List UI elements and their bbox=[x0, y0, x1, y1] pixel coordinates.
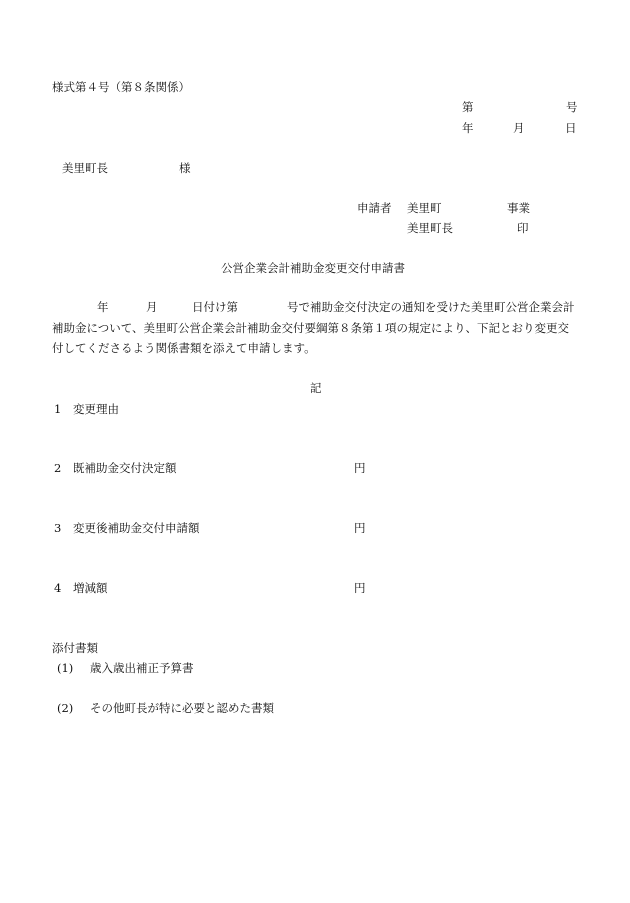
body-year: 年 bbox=[97, 300, 109, 314]
applicant-business: 事業 bbox=[507, 201, 530, 215]
document-title: 公営企業会計補助金変更交付申請書 bbox=[221, 261, 405, 275]
item-unit: 円 bbox=[354, 521, 366, 535]
doc-number-suffix: 号 bbox=[566, 100, 578, 114]
attachment-number: (1) bbox=[57, 661, 74, 675]
form-label: 様式第４号（第８条関係） bbox=[52, 80, 190, 94]
item-label: 既補助金交付決定額 bbox=[73, 461, 177, 475]
item-label: 変更後補助金交付申請額 bbox=[73, 521, 200, 535]
date-day: 日 bbox=[565, 121, 577, 135]
item-label: 増減額 bbox=[73, 581, 108, 595]
attachment-number: (2) bbox=[57, 701, 74, 715]
date-year: 年 bbox=[462, 121, 474, 135]
applicant-mayor: 美里町長 bbox=[407, 221, 453, 235]
applicant-seal: 印 bbox=[517, 221, 529, 235]
date-month: 月 bbox=[513, 121, 525, 135]
recipient-title: 美里町長 bbox=[62, 161, 108, 175]
applicant-town: 美里町 bbox=[407, 201, 442, 215]
ki-heading: 記 bbox=[310, 381, 322, 395]
item-number: 3 bbox=[54, 521, 62, 535]
item-number: 1 bbox=[54, 402, 62, 416]
body-month: 月 bbox=[146, 300, 158, 314]
attachments-heading: 添付書類 bbox=[52, 641, 98, 655]
item-unit: 円 bbox=[354, 581, 366, 595]
item-number: 4 bbox=[54, 581, 62, 595]
item-unit: 円 bbox=[354, 461, 366, 475]
body-day-ref: 日付け第 bbox=[192, 300, 238, 314]
doc-number-prefix: 第 bbox=[462, 100, 474, 114]
attachment-label: その他町長が特に必要と認めた書類 bbox=[90, 701, 274, 715]
item-number: 2 bbox=[54, 461, 62, 475]
attachment-label: 歳入歳出補正予算書 bbox=[90, 661, 194, 675]
body-line3: 付してくださるよう関係書類を添えて申請します。 bbox=[52, 341, 316, 355]
item-label: 変更理由 bbox=[73, 402, 119, 416]
applicant-label: 申請者 bbox=[357, 201, 392, 215]
recipient-honorific: 様 bbox=[179, 161, 191, 175]
body-line1-tail: 号で補助金交付決定の通知を受けた美里町公営企業会計 bbox=[287, 300, 575, 314]
body-line2: 補助金について、美里町公営企業会計補助金交付要綱第８条第１項の規定により、下記とおり変更交 bbox=[52, 321, 570, 335]
